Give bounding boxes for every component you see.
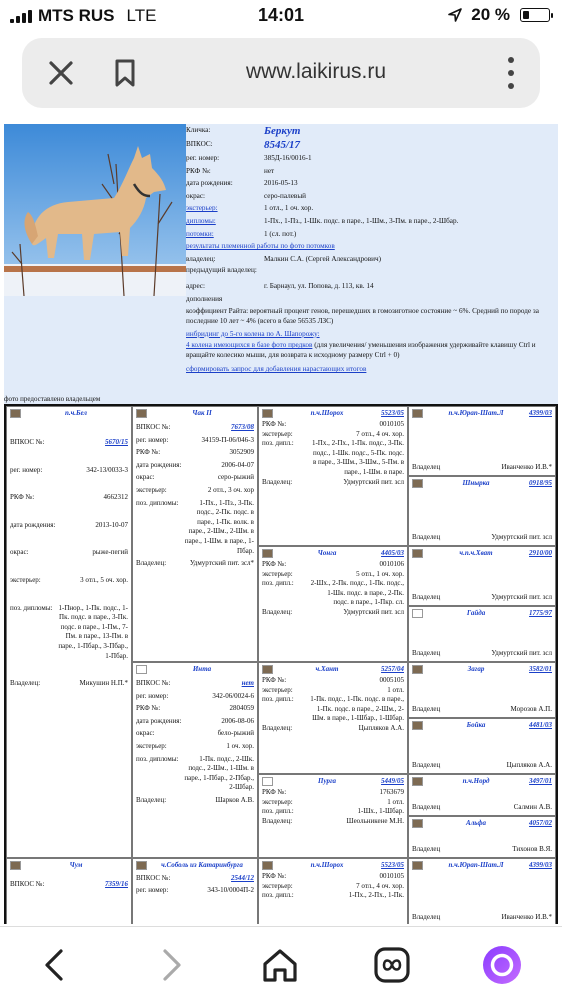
photo-credit: фото предоставлено владельцем — [4, 395, 101, 403]
row-value: 3 отл., 5 оч. хор. — [80, 575, 128, 584]
clock: 14:01 — [257, 5, 305, 25]
dog-name-link[interactable]: п.ч.Шорох — [310, 409, 344, 417]
dog-name-link[interactable]: Пурга — [318, 777, 337, 785]
row-label: экстерьер: — [136, 741, 167, 750]
field-label: рег. номер: — [186, 154, 220, 162]
dog-thumbnail[interactable] — [262, 549, 273, 558]
request-link[interactable]: сформировать запрос для добавления нарастающих итогов — [186, 365, 367, 374]
row-value: рыже-пегий — [92, 548, 128, 557]
dog-number-link[interactable]: 4481/03 — [529, 721, 552, 729]
dog-thumbnail[interactable] — [412, 777, 423, 786]
row-value: 1-Шх., 1-Шбар. — [357, 807, 404, 816]
dog-name-link[interactable]: Альфа — [466, 819, 487, 827]
row-value: Удмуртский пит. зсл — [343, 477, 404, 486]
pedigree-mother — [6, 858, 132, 924]
owner-label: владелец: — [186, 254, 216, 263]
dog-name-link[interactable]: Чак II — [192, 409, 212, 417]
row-value[interactable]: 5670/15 — [105, 438, 128, 446]
dog-photo — [4, 124, 186, 296]
row-value: 343-10/0004П-2 — [207, 885, 254, 894]
dog-number-link[interactable]: 2910/00 — [529, 549, 552, 557]
row-label: поз. дипл.: — [262, 891, 294, 900]
owner-label: Владелец — [412, 463, 441, 472]
address-bar — [22, 38, 540, 108]
row-label: экстерьер: — [262, 685, 293, 694]
owner-label: Владелец — [412, 913, 441, 922]
owner-label: Владелец — [412, 533, 441, 542]
row-label: рег. номер: — [10, 465, 43, 474]
dog-details — [186, 124, 556, 376]
row-label: экстерьер: — [262, 881, 293, 890]
row-label: экстерьер: — [262, 797, 293, 806]
pedigree-great-grandparent — [408, 718, 556, 774]
pedigree-great-grandparent — [408, 406, 556, 476]
pedigree-maternal-grandsire — [132, 858, 258, 924]
dog-thumbnail[interactable] — [412, 549, 423, 558]
field-label: Кличка: — [186, 126, 211, 134]
dog-name-link[interactable]: Чонга — [317, 549, 337, 557]
row-label: Владелец: — [262, 723, 293, 732]
field-value: 1-Пх., 1-Пз., 1-Шк. подс. в паре., 1-Шм., 3-Пм. в паре., 2-Шбар. — [264, 216, 459, 225]
bookmark-icon[interactable] — [108, 56, 142, 90]
row-value: 1-Пх., 2-Пх., 1-Пк. — [348, 891, 404, 900]
url-field[interactable]: www.laikirus.ru — [245, 60, 387, 83]
row-label: ВПКОС №: — [10, 880, 45, 888]
row-label: Владелец: — [262, 477, 293, 486]
dog-thumbnail[interactable] — [412, 665, 423, 674]
field-label: окрас: — [186, 191, 206, 200]
row-label: ВПКОС №: — [136, 423, 171, 431]
row-label: ВПКОС №: — [10, 438, 45, 446]
field-value: 1 (сл. пот.) — [264, 229, 297, 238]
dog-name-link[interactable]: Инта — [192, 665, 212, 673]
field-value: серо-палевый — [264, 191, 306, 200]
row-label: РКФ №: — [136, 448, 161, 457]
row-value: Микушин Н.П.* — [79, 679, 128, 688]
row-label: экстерьер: — [262, 429, 293, 438]
pedigree-ancestor — [258, 858, 408, 924]
row-label: рег. номер: — [136, 435, 169, 444]
pedigree-ancestor — [258, 546, 408, 662]
row-label: поз. дипл.: — [262, 807, 294, 816]
field-row — [186, 138, 556, 152]
row-label: РКФ №: — [262, 788, 287, 796]
address-value: г. Барнаул, ул. Попова, д. 113, кв. 14 — [264, 282, 374, 291]
dog-thumbnail[interactable] — [412, 479, 423, 488]
row-label: окрас: — [136, 729, 155, 738]
wright-label: коэффициент Райта: — [186, 306, 249, 315]
battery-icon — [520, 8, 550, 22]
dog-thumbnail[interactable] — [412, 409, 423, 418]
row-label: экстерьер: — [10, 575, 41, 584]
row-label: поз. дипл.: — [262, 579, 294, 588]
more-menu-icon[interactable] — [504, 54, 518, 92]
field-row — [186, 165, 556, 178]
row-label: поз. дипломы: — [10, 603, 53, 612]
dog-number-link[interactable]: 5449/05 — [381, 777, 404, 785]
row-value[interactable]: 2544/12 — [231, 874, 254, 882]
field-row — [186, 152, 556, 165]
owner-value: Салмин А.В. — [513, 803, 552, 812]
dog-name-link[interactable]: Шнырка — [462, 479, 490, 487]
field-value: 1 отл., 1 оч. хор. — [264, 204, 314, 213]
row-value: Удмуртский пит. зсл — [343, 607, 404, 616]
row-value: 2006-04-07 — [221, 460, 254, 469]
row-value[interactable]: 7673/08 — [231, 423, 254, 431]
dog-thumbnail[interactable] — [136, 861, 147, 870]
dog-thumbnail[interactable] — [262, 777, 273, 786]
row-label: рег. номер: — [136, 691, 169, 700]
field-value: 2016-05-13 — [264, 179, 298, 188]
row-label: поз. дипломы: — [136, 498, 179, 507]
pedigree-ancestor — [258, 406, 408, 546]
row-value: 4662312 — [103, 493, 128, 502]
back-icon[interactable] — [36, 945, 76, 985]
pedigree-great-grandparent — [408, 606, 556, 662]
dog-number-link[interactable]: 5523/05 — [381, 861, 404, 869]
pedigree-great-grandparent — [408, 774, 556, 816]
dog-name-link[interactable]: п.ч.Шорох — [310, 861, 344, 869]
row-value: 342-13/0033-3 — [86, 465, 128, 474]
dog-name-link[interactable]: ч.п.ч.Хват — [459, 549, 493, 557]
inbreeding-link[interactable]: инбридинг до 5-го колена по А. Шапорожу: — [186, 329, 320, 338]
row-value: 34159-П-06/046-3 — [201, 435, 254, 444]
page-content — [0, 112, 562, 924]
dog-number-link[interactable]: 4399/03 — [529, 861, 552, 869]
row-label: Владелец: — [136, 559, 167, 568]
row-value[interactable]: 7359/16 — [105, 880, 128, 888]
row-value: 1-Пх., 2-Пх., 1-Пк. подс., 3-Пк. подс., 1-Шк. подс., 5-Пк. подс. в паре., 3-Шм., 3-Шм., 5-Пм. в паре., 1-Шм. в паре. — [311, 439, 404, 476]
dog-thumbnail[interactable] — [262, 409, 273, 418]
dog-name-link[interactable]: Гайда — [466, 609, 486, 617]
row-value: 2013-10-07 — [95, 520, 128, 529]
field-label: дата рождения: — [186, 179, 233, 188]
dog-thumbnail[interactable] — [412, 721, 423, 730]
row-label: РКФ №: — [136, 704, 161, 713]
row-label: дата рождения: — [10, 520, 56, 529]
close-icon[interactable] — [44, 56, 78, 90]
dog-name-link[interactable]: п.ч.Норд — [462, 777, 490, 785]
dog-thumbnail[interactable] — [10, 861, 21, 870]
owner-label: Владелец — [412, 803, 441, 812]
row-value: 0010105 — [379, 420, 404, 428]
row-label: РКФ №: — [10, 493, 35, 502]
row-value: 1 оч. хор. — [226, 741, 254, 750]
row-value: Цыпляков А.А. — [358, 723, 404, 732]
row-value: 1-Пнор., 1-Пк. подс., 1-Пк. подс. в паре., 3-Пк. подс. в паре., 1-Пм., 7-Пм. в паре., 13-Пм. в паре., 1-Пбар., 3-Пбар., 1-Пбар. — [58, 603, 128, 660]
pedigree-great-grandparent — [408, 858, 556, 924]
pedigree-great-grandparent — [408, 816, 556, 858]
row-label: Владелец: — [262, 607, 293, 616]
field-label[interactable]: экстерьер: — [186, 204, 218, 213]
field-row — [186, 124, 556, 138]
dog-name-link[interactable]: п.ч.Юрап-Шат.Л — [448, 409, 504, 417]
address-label: адрес: — [186, 282, 205, 291]
row-value[interactable]: нет — [241, 679, 254, 687]
field-label: ВПКОС: — [186, 140, 213, 148]
dog-number-link[interactable]: 4405/03 — [381, 549, 404, 557]
field-value: Беркут — [264, 125, 301, 137]
dog-number-link[interactable]: 5257/04 — [381, 665, 404, 673]
row-label: РКФ №: — [262, 420, 287, 428]
row-label: поз. дипломы: — [136, 754, 179, 763]
row-label: Владелец: — [10, 679, 41, 688]
pedigree-great-grandparent — [408, 662, 556, 718]
pedigree-father — [6, 406, 132, 858]
row-label: окрас: — [10, 548, 29, 557]
owner-value: Удмуртский пит. зсл — [491, 649, 552, 658]
extra-label: дополнения — [186, 294, 223, 303]
row-label: Владелец: — [136, 795, 167, 804]
field-label: РКФ №: — [186, 166, 211, 175]
row-value: серо-рыжий — [217, 473, 254, 482]
owner-value: Малкин С.А. (Сергей Александрович) — [264, 254, 382, 263]
pedigree-paternal-granddam — [132, 662, 258, 858]
row-value: 7 отл., 4 оч. хор. — [356, 881, 404, 890]
owner-label: Владелец — [412, 649, 441, 658]
dog-thumbnail[interactable] — [412, 609, 423, 618]
owner-value: Иванченко И.В.* — [501, 463, 552, 472]
pedigree-paternal-grandsire — [132, 406, 258, 662]
dog-name-link[interactable]: Загар — [467, 665, 485, 673]
row-label: поз. дипл.: — [262, 439, 294, 448]
dog-thumbnail[interactable] — [136, 665, 147, 674]
row-label: экстерьер: — [262, 569, 293, 578]
row-label: рег. номер: — [136, 885, 169, 894]
row-value: Шеольникене М.Н. — [346, 816, 404, 825]
network-type: LTE — [126, 6, 157, 25]
field-row — [186, 190, 556, 203]
dog-name-link[interactable]: ч.Хант — [315, 665, 339, 673]
field-row — [186, 177, 556, 190]
row-label: Владелец: — [262, 816, 293, 825]
row-label: дата рождения: — [136, 460, 182, 469]
field-label[interactable]: дипломы: — [186, 216, 216, 225]
browser-bottom-bar — [0, 926, 562, 1000]
results-link[interactable]: результаты племенной работы по фото потомков — [186, 242, 335, 251]
field-label[interactable]: потомки: — [186, 229, 214, 238]
dog-number-link[interactable]: 0918/95 — [529, 479, 552, 487]
row-value: 1 отл. — [387, 797, 404, 806]
row-value: 7 отл., 4 оч. хор. — [356, 429, 404, 438]
row-label: дата рождения: — [136, 716, 182, 725]
alice-assistant-icon[interactable] — [482, 945, 522, 985]
owner-value: Морозов А.П. — [510, 705, 552, 714]
row-label: экстерьер: — [136, 485, 167, 494]
field-row — [186, 215, 556, 228]
forward-icon[interactable] — [150, 945, 190, 985]
wright-value: вероятный процент генов, перешедших в гомозиготное состояние ~ 6%. Средний по породе за последние 10 лет ~ 4% (всего в базе 56535 ЛЗС) — [186, 306, 539, 325]
owner-value: Удмуртский пит. зсл — [491, 593, 552, 602]
row-value: 1 отл. — [387, 685, 404, 694]
row-label: РКФ №: — [262, 676, 287, 684]
row-value: Удмуртский пит. зсл* — [189, 559, 254, 568]
field-value: 8545/17 — [264, 139, 301, 151]
row-label: поз. дипл.: — [262, 695, 294, 704]
battery-percent: 20 % — [471, 5, 510, 24]
dog-number-link[interactable]: 4057/02 — [529, 819, 552, 827]
photo-tree-link[interactable]: 4 колена имеющихся в базе фото предков — [186, 341, 313, 350]
prev-owner-label: предыдущий владелец: — [186, 266, 257, 275]
owner-label: Владелец — [412, 593, 441, 602]
row-value: 1763679 — [379, 788, 404, 796]
pedigree-great-grandparent — [408, 546, 556, 606]
dog-thumbnail[interactable] — [136, 409, 147, 418]
photo-tree-text: (для увеличения/ уменьшения изображения удерживайте клавишу Ctrl и вращайте колесико мыши, для возврата к исходному размеру Ctrl + 0) — [186, 341, 536, 360]
row-label: ВПКОС №: — [136, 679, 171, 687]
row-value: 1-Пк. подс., 2-Шк. подс., 2-Шм., 1-Шм. в паре., 1-Пбар., 2-Пбар., 2-Шбар. — [184, 754, 254, 792]
row-label: ВПКОС №: — [136, 874, 171, 882]
dog-name-link[interactable]: Чум — [69, 861, 83, 869]
row-label: РКФ №: — [262, 872, 287, 880]
row-value: 0005105 — [379, 676, 404, 684]
row-value: 1-Пк. подс., 1-Пк. подс. в паре., 1-Пк. подс. в паре., 2-Шм., 2-Шм. в паре., 1-Шбар., 1-Шбар. — [310, 695, 404, 723]
row-value: 342-06/0024-6 — [212, 691, 254, 700]
owner-value: Иванченко И.В.* — [501, 913, 552, 922]
pedigree-great-grandparent — [408, 476, 556, 546]
owner-value: Цыпляков А.А. — [506, 761, 552, 770]
row-value: 1-Пх., 1-Пз., 3-Пк. подс., 2-Пк. подс. в паре., 1-Пк. волк. в паре., 2-Шм., 2-Шм. в паре., 1-Шм. в паре., 1-Пбар. — [184, 498, 254, 555]
dog-name-link[interactable]: п.ч.Юрап-Шат.Л — [448, 861, 504, 869]
carrier-name: MTS RUS — [38, 6, 115, 25]
dog-thumbnail[interactable] — [10, 409, 21, 418]
pedigree-table — [4, 404, 558, 924]
dog-thumbnail[interactable] — [412, 819, 423, 828]
dog-number-link[interactable]: 3582/01 — [529, 665, 552, 673]
owner-value: Тихонов В.Я. — [512, 845, 552, 854]
row-value: 5 отл., 1 оч. хор. — [356, 569, 404, 578]
dog-name-link[interactable]: п.ч.Бел — [64, 409, 88, 417]
row-value: 2804059 — [229, 704, 254, 713]
dog-name-link[interactable]: ч.Соболь из Катаринбурга — [161, 861, 243, 869]
row-value: 2-Шх., 2-Пк. подс., 1-Пк. подс., 1-Шк. подс. в паре., 2-Пк. подс. в паре., 1-Пкр. сл. — [310, 579, 404, 607]
dog-name-link[interactable]: Бойка — [466, 721, 486, 729]
row-label: РКФ №: — [262, 560, 287, 568]
owner-label: Владелец — [412, 761, 441, 770]
owner-value: Удмуртский пит. зсл — [491, 533, 552, 542]
row-value: 0010105 — [379, 872, 404, 880]
row-value: 2 отл., 3 оч. хор — [207, 485, 254, 494]
owner-label: Владелец — [412, 705, 441, 714]
dog-number-link[interactable]: 4399/03 — [529, 409, 552, 417]
dog-number-link[interactable]: 1775/97 — [529, 609, 552, 617]
row-value: 2006-08-06 — [221, 716, 254, 725]
row-value: Шарков А.В. — [215, 795, 254, 804]
pedigree-ancestor — [258, 774, 408, 858]
row-value: бело-рыжий — [217, 729, 254, 738]
dog-number-link[interactable]: 3497/01 — [529, 777, 552, 785]
dog-thumbnail[interactable] — [262, 665, 273, 674]
dog-thumbnail[interactable] — [262, 861, 273, 870]
row-value: 3052909 — [229, 448, 254, 457]
field-value: нет — [264, 166, 275, 175]
owner-label: Владелец — [412, 845, 441, 854]
row-value: 0010106 — [379, 560, 404, 568]
field-value: 385Д-16/0016-1 — [264, 154, 312, 162]
field-row — [186, 228, 556, 241]
tabs-icon[interactable] — [372, 945, 412, 985]
row-label: окрас: — [136, 473, 155, 482]
dog-number-link[interactable]: 5523/05 — [381, 409, 404, 417]
field-row — [186, 202, 556, 215]
status-bar — [0, 0, 562, 32]
home-icon[interactable] — [260, 945, 300, 985]
dog-thumbnail[interactable] — [412, 861, 423, 870]
location-arrow-icon — [447, 7, 463, 23]
pedigree-ancestor — [258, 662, 408, 774]
